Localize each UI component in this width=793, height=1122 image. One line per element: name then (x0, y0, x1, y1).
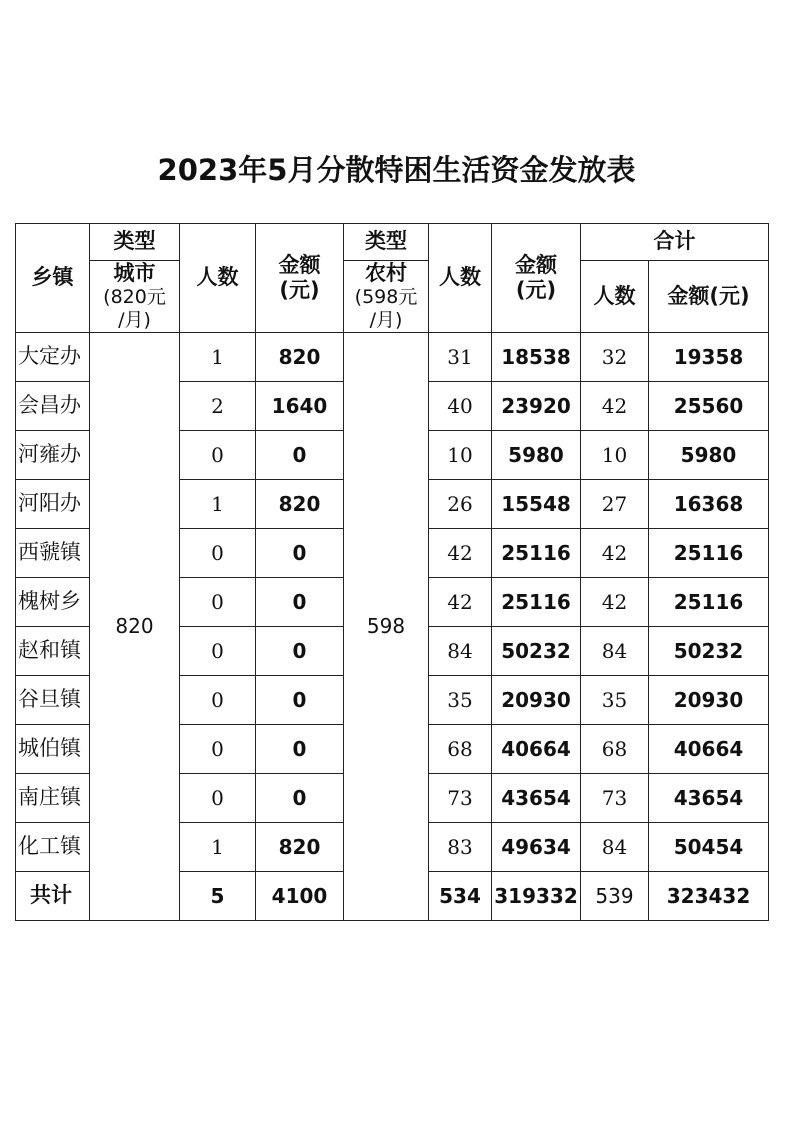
total-amount-cell: 20930 (649, 675, 769, 724)
urban-amount-cell: 820 (256, 479, 344, 528)
rural-amount-cell: 40664 (492, 724, 581, 773)
totals-urban-count: 5 (180, 871, 256, 920)
total-amount-cell: 43654 (649, 773, 769, 822)
total-amount-cell: 5980 (649, 430, 769, 479)
urban-count-cell: 0 (180, 577, 256, 626)
rural-count-cell: 42 (429, 577, 492, 626)
header-rural-standard (344, 261, 429, 333)
rural-amount-cell: 25116 (492, 528, 581, 577)
totals-urban-amount: 4100 (256, 871, 344, 920)
total-amount-cell: 25560 (649, 381, 769, 430)
header-urban-label: 城市 (113, 261, 156, 285)
urban-count-cell: 1 (180, 479, 256, 528)
page-title: 2023年5月分散特困生活资金发放表 (157, 153, 636, 187)
header-town: 乡镇 (16, 224, 90, 333)
urban-amount-cell: 1640 (256, 381, 344, 430)
town-cell: 河雍办 (16, 430, 90, 479)
totals-rural-count: 534 (429, 871, 492, 920)
urban-count-cell: 0 (180, 773, 256, 822)
total-count-cell: 10 (581, 430, 649, 479)
total-count-cell: 84 (581, 822, 649, 871)
urban-count-cell: 1 (180, 332, 256, 381)
rural-count-cell: 83 (429, 822, 492, 871)
header-total-amount: 金额(元) (649, 261, 769, 333)
total-amount-cell: 40664 (649, 724, 769, 773)
total-count-cell: 73 (581, 773, 649, 822)
town-cell: 大定办 (16, 332, 90, 381)
total-amount-cell: 50232 (649, 626, 769, 675)
urban-amount-cell: 0 (256, 626, 344, 675)
total-count-cell: 32 (581, 332, 649, 381)
header-urban-type: 类型 (90, 224, 180, 261)
rural-count-cell: 73 (429, 773, 492, 822)
rural-amount-cell: 5980 (492, 430, 581, 479)
total-count-cell: 35 (581, 675, 649, 724)
urban-count-cell: 0 (180, 675, 256, 724)
total-count-cell: 42 (581, 381, 649, 430)
totals-rural-amount: 319332 (492, 871, 581, 920)
table-row (16, 332, 769, 381)
rural-count-cell: 42 (429, 528, 492, 577)
header-total: 合计 (581, 224, 769, 261)
total-count-cell: 42 (581, 528, 649, 577)
town-cell: 西虢镇 (16, 528, 90, 577)
header-rural-rate: (598元 (354, 286, 418, 309)
rural-amount-cell: 43654 (492, 773, 581, 822)
town-cell: 谷旦镇 (16, 675, 90, 724)
header-rural-amount (492, 224, 581, 333)
rural-count-cell: 10 (429, 430, 492, 479)
urban-count-cell: 0 (180, 626, 256, 675)
header-rural-type: 类型 (344, 224, 429, 261)
urban-count-cell: 1 (180, 822, 256, 871)
total-count-cell: 68 (581, 724, 649, 773)
rural-standard-cell: 598 (344, 332, 429, 920)
total-count-cell: 27 (581, 479, 649, 528)
urban-count-cell: 0 (180, 528, 256, 577)
urban-standard-cell: 820 (90, 332, 180, 920)
rural-amount-cell: 20930 (492, 675, 581, 724)
rural-count-cell: 68 (429, 724, 492, 773)
header-urban-rate: (820元 (103, 286, 166, 309)
total-amount-cell: 50454 (649, 822, 769, 871)
urban-amount-cell: 0 (256, 430, 344, 479)
urban-amount-cell: 0 (256, 577, 344, 626)
rural-count-cell: 35 (429, 675, 492, 724)
town-cell: 槐树乡 (16, 577, 90, 626)
header-total-count: 人数 (581, 261, 649, 333)
town-cell: 河阳办 (16, 479, 90, 528)
header-urban-amount-label: 金额 (278, 252, 321, 277)
total-count-cell: 84 (581, 626, 649, 675)
totals-total-amount: 323432 (649, 871, 769, 920)
town-cell: 城伯镇 (16, 724, 90, 773)
total-amount-cell: 19358 (649, 332, 769, 381)
urban-amount-cell: 820 (256, 822, 344, 871)
total-amount-cell: 16368 (649, 479, 769, 528)
rural-amount-cell: 23920 (492, 381, 581, 430)
rural-amount-cell: 18538 (492, 332, 581, 381)
urban-count-cell: 2 (180, 381, 256, 430)
town-cell: 南庄镇 (16, 773, 90, 822)
header-urban-standard (90, 261, 180, 333)
header-urban-count: 人数 (180, 224, 256, 333)
rural-amount-cell: 49634 (492, 822, 581, 871)
rural-count-cell: 31 (429, 332, 492, 381)
urban-count-cell: 0 (180, 430, 256, 479)
header-urban-amount-unit: (元) (279, 277, 320, 302)
totals-total-count: 539 (581, 871, 649, 920)
town-cell: 会昌办 (16, 381, 90, 430)
rural-count-cell: 40 (429, 381, 492, 430)
header-rural-amount-unit: (元) (515, 277, 557, 302)
urban-count-cell: 0 (180, 724, 256, 773)
urban-amount-cell: 0 (256, 724, 344, 773)
header-urban-amount (256, 224, 344, 333)
urban-amount-cell: 0 (256, 675, 344, 724)
header-urban-unit: /月) (118, 308, 151, 331)
rural-amount-cell: 15548 (492, 479, 581, 528)
rural-amount-cell: 25116 (492, 577, 581, 626)
header-rural-count: 人数 (429, 224, 492, 333)
total-amount-cell: 25116 (649, 528, 769, 577)
totals-label: 共计 (16, 871, 90, 920)
urban-amount-cell: 0 (256, 528, 344, 577)
disbursement-table (15, 223, 769, 921)
header-rural-amount-label: 金额 (515, 252, 557, 277)
rural-amount-cell: 50232 (492, 626, 581, 675)
header-rural-label: 农村 (365, 261, 407, 285)
total-count-cell: 42 (581, 577, 649, 626)
total-amount-cell: 25116 (649, 577, 769, 626)
rural-count-cell: 84 (429, 626, 492, 675)
rural-count-cell: 26 (429, 479, 492, 528)
town-cell: 赵和镇 (16, 626, 90, 675)
urban-amount-cell: 820 (256, 332, 344, 381)
urban-amount-cell: 0 (256, 773, 344, 822)
town-cell: 化工镇 (16, 822, 90, 871)
header-rural-unit: /月) (369, 308, 403, 331)
